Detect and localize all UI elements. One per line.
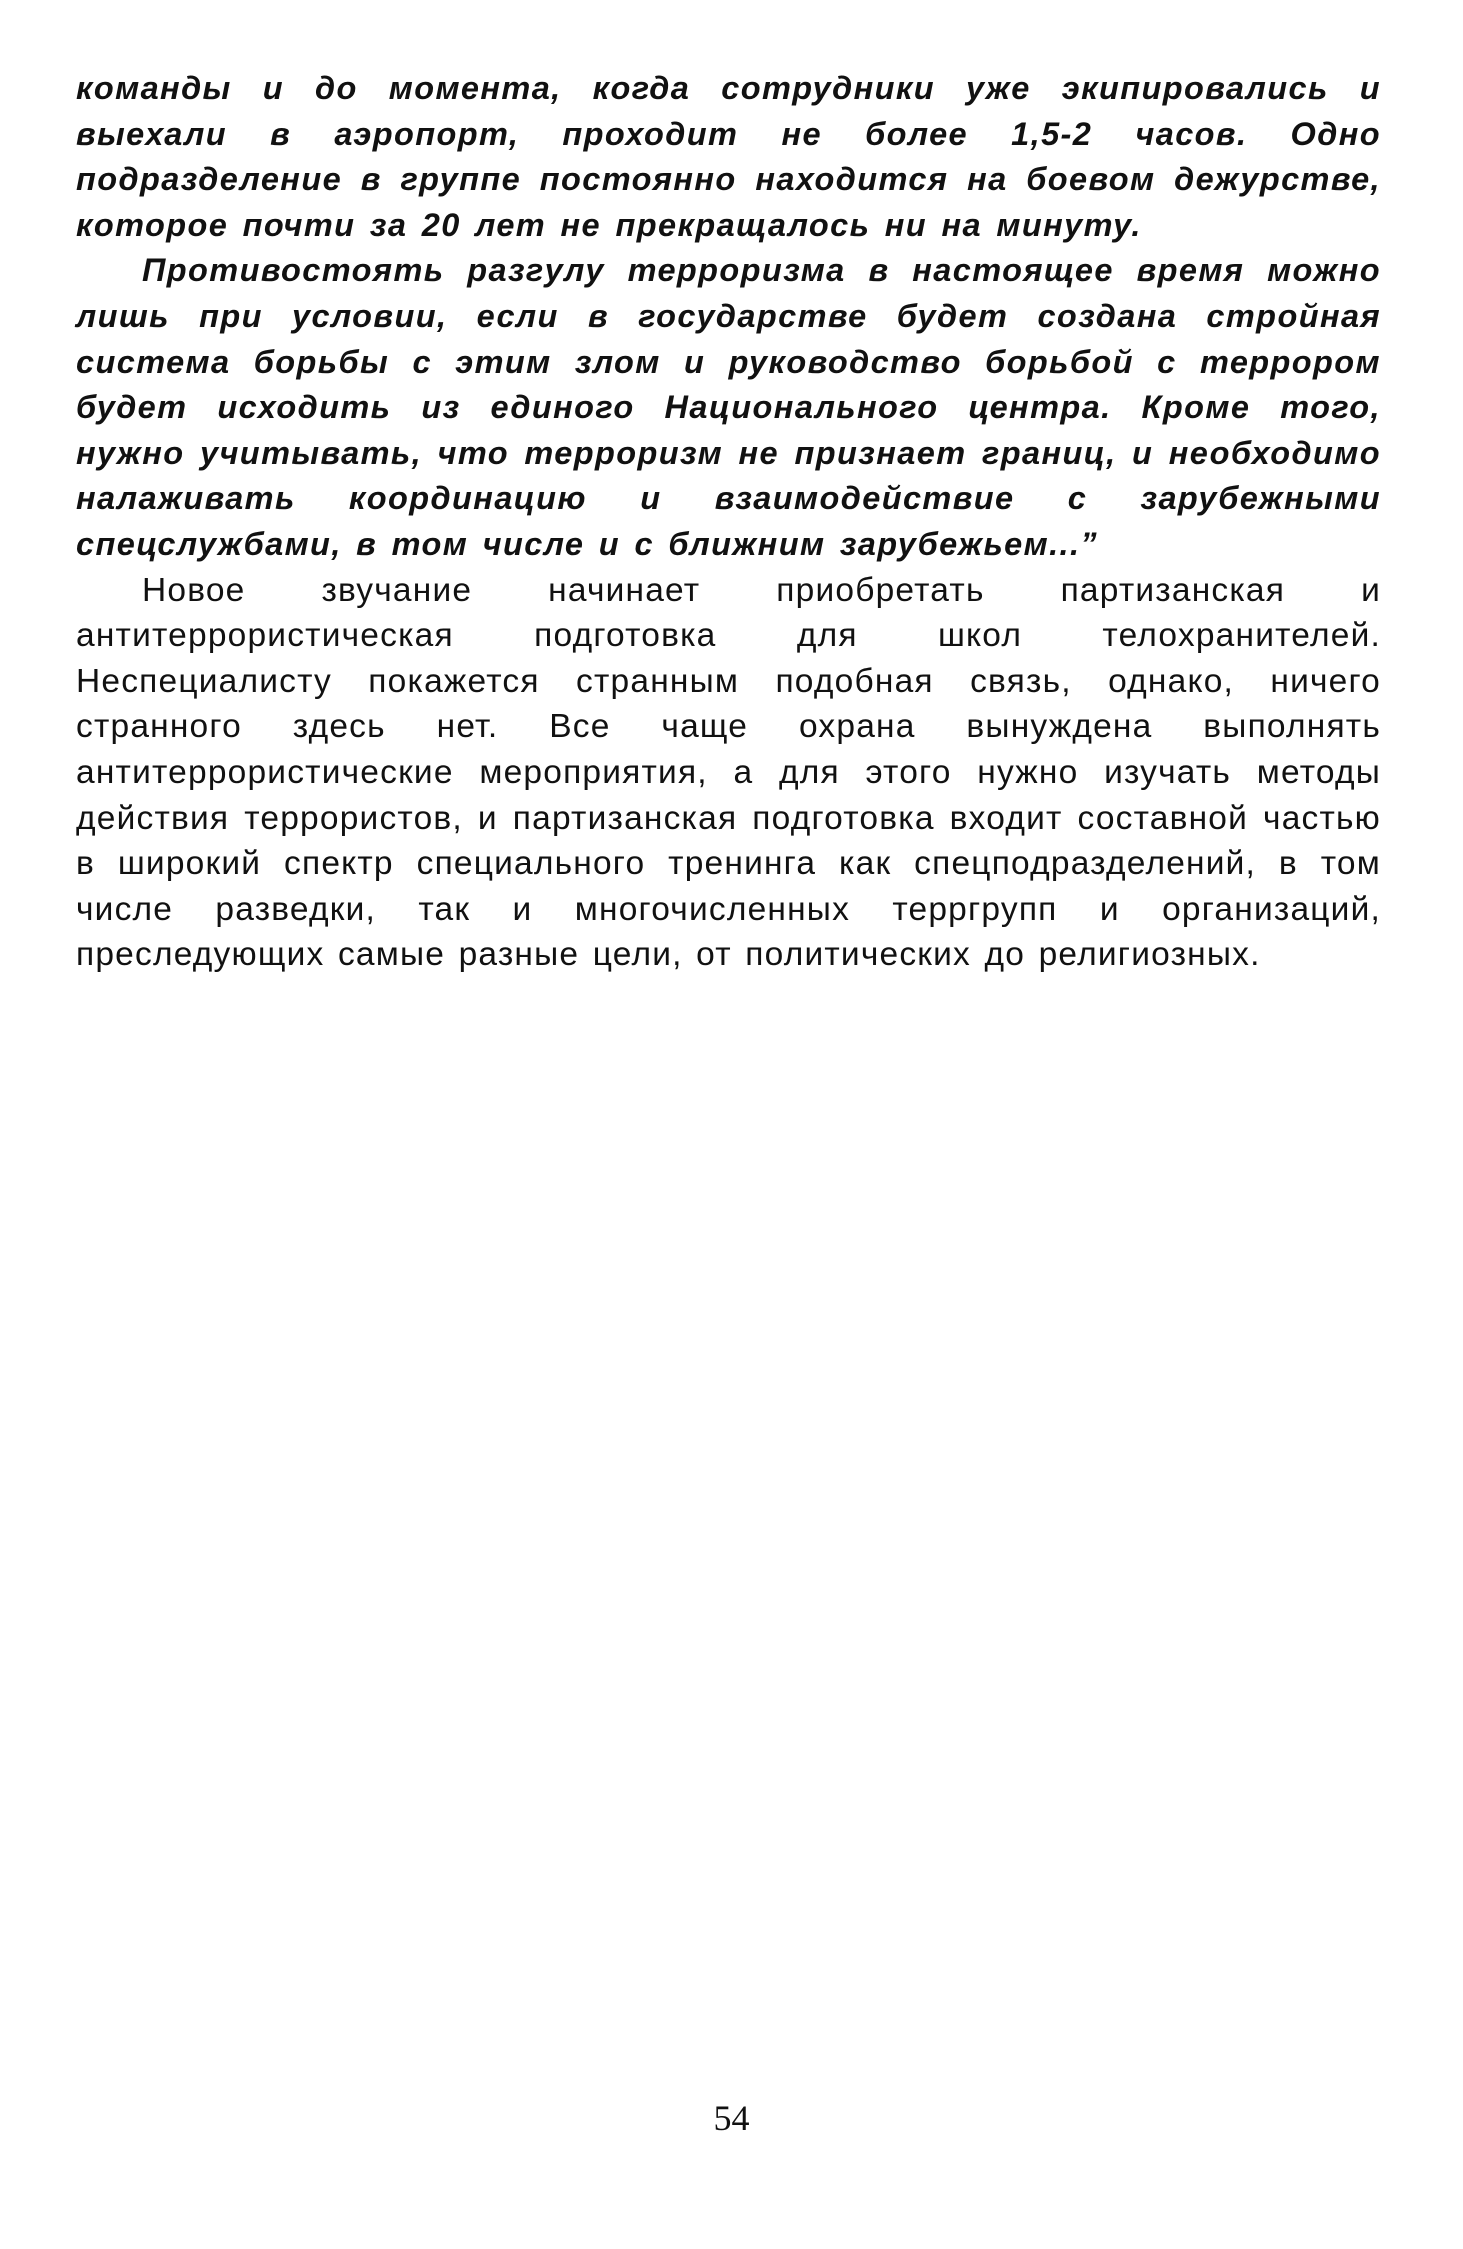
page-body <box>76 66 1381 978</box>
paragraph-quote-continuation: команды и до момента, когда сотрудники уже экипировались и выехали в аэропорт, проходит не более 1,5-2 часов. Одно подразделение в группе постоянно находится на боевом дежурстве, которое почти за 20 лет не прекращалось ни на минуту. <box>76 70 1381 243</box>
page-number: 54 <box>713 2098 750 2138</box>
paragraph-bodyguard-training: Новое звучание начинает приобретать партизанская и антитеррористическая подготовка для школ телохранителей. Неспециалисту покажется странным подобная связь, однако, ничего странного здесь нет. Все чаще охрана вынуждена выполнять антитеррористические мероприятия, а для этого нужно изучать методы действия террористов, и партизанская подготовка входит составной частью в широкий спектр специального тренинга как спецподразделений, в том числе разведки, так и многочисленных терргрупп и организаций, преследующих самые разные цели, от политических до религиозных. <box>76 571 1381 974</box>
paragraph-quote-terrorism: Противостоять разгулу терроризма в настоящее время можно лишь при условии, если в государстве будет создана стройная система борьбы с этим злом и руководство борьбой с террором будет исходить из единого Национального центра. Кроме того, нужно учитывать, что терроризм не признает границ, и необходимо налаживать координацию и взаимодействие с зарубежными спецслужбами, в том числе и с ближним зарубежьем...” <box>76 252 1381 562</box>
